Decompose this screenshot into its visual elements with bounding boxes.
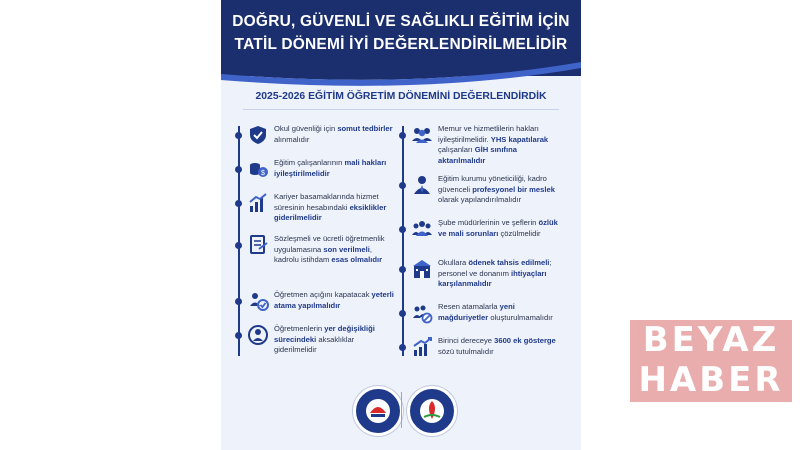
poster-subtitle: 2025-2026 EĞİTİM ÖĞRETİM DÖNEMİNİ DEĞERLENDİRDİK — [255, 91, 547, 102]
item-text — [438, 258, 562, 290]
item-text-highlight: GİH sınıfına aktarılmalıdır — [438, 145, 517, 165]
poster-title — [221, 10, 581, 56]
timeline-bullet — [235, 332, 242, 339]
bar-chart-icon — [247, 192, 269, 214]
item-text-highlight: profesyonel bir meslek — [472, 184, 555, 194]
egitim-bir-sen-logo — [407, 386, 457, 436]
item-text-highlight: somut tedbirler — [337, 124, 393, 133]
item-text-highlight: eksiklikler giderilmelidir — [274, 202, 387, 222]
item-text-segment: Resen atamalarla — [438, 302, 500, 311]
item-text-segment: Birinci dereceye — [438, 336, 495, 345]
item-text-highlight: mali hakları iyileştirilmelidir — [274, 158, 387, 178]
item-text-segment: sözü tutulmalıdır — [438, 346, 494, 356]
item-text — [274, 234, 398, 266]
relocation-icon — [247, 324, 269, 346]
item-text-segment: alınmalıdır — [274, 134, 310, 144]
manager-icon — [411, 174, 433, 196]
item-text — [274, 324, 398, 356]
item-text-segment: Öğretmen açığını kapatacak — [274, 290, 372, 299]
item-text-segment: çözülmelidir — [498, 228, 541, 238]
item-text-segment: Şube müdürlerinin ve şeflerin — [438, 218, 539, 227]
timeline-bullet — [235, 298, 242, 305]
item-text — [274, 158, 398, 179]
rising-chart-icon — [411, 336, 433, 358]
watermark-line-1: BEYAZ — [642, 320, 780, 360]
infographic-poster — [221, 0, 581, 450]
item-text-segment: Memur ve hizmetlilerin hakları iyileştirilmelidir. — [438, 124, 539, 144]
item-text — [438, 336, 562, 357]
item-text-highlight: özlük ve mali sorunları — [438, 218, 558, 238]
item-text-segment: çalışanları — [438, 145, 475, 154]
right-timeline-line — [402, 126, 404, 356]
item-text — [274, 290, 398, 311]
poster-title-line-2: TATİL DÖNEMİ İYİ DEĞERLENDİRİLMELİDİR — [234, 36, 568, 53]
money-coins-icon — [247, 158, 269, 180]
item-text-segment: Eğitim kurumu yöneticiliği, kadro güvenceli — [438, 174, 547, 194]
blocked-people-icon — [411, 302, 433, 324]
item-text-segment: Kariyer basamaklarında hizmet süresinin hesabındaki — [274, 192, 379, 212]
item-text-highlight: esas olmalıdır — [331, 255, 383, 264]
timeline-bullet — [235, 242, 242, 249]
subtitle-divider — [243, 109, 559, 110]
teacher-check-icon — [247, 290, 269, 312]
school-building-icon — [411, 258, 433, 280]
item-text-highlight: yeterli atama yapılmalıdır — [274, 290, 394, 310]
item-text-highlight: son verilmeli — [323, 244, 370, 254]
timeline-bullet — [235, 200, 242, 207]
item-text-highlight: yeni mağduriyetler — [438, 302, 515, 322]
timeline-bullet — [235, 132, 242, 139]
team-icon — [411, 218, 433, 240]
item-text-segment: Öğretmenlerin — [274, 324, 325, 333]
poster-title-line-1: DOĞRU, GÜVENLİ VE SAĞLIKLI EĞİTİM İÇİN — [232, 13, 570, 30]
timeline-bullet — [235, 166, 242, 173]
banner-curve-decoration — [221, 56, 581, 96]
item-text-segment: aksaklıklar giderilmelidir — [274, 334, 355, 354]
left-timeline-line — [238, 126, 240, 356]
item-text — [274, 192, 398, 224]
timeline-bullet — [399, 266, 406, 273]
timeline-bullet — [399, 226, 406, 233]
item-text-highlight: ihtiyaçları karşılanmalıdır — [438, 268, 547, 288]
item-text-segment: olarak yapılandırılmalıdır — [438, 195, 522, 204]
logo-separator — [401, 392, 402, 428]
timeline-bullet — [399, 182, 406, 189]
item-text-segment: Okul güvenliği için — [274, 124, 338, 133]
item-text — [438, 124, 562, 166]
item-text-segment: Sözleşmeli ve ücretli öğretmenlik uygulamasına — [274, 234, 385, 254]
svg-text:$: $ — [261, 170, 265, 177]
memur-sen-logo — [353, 386, 403, 436]
item-text-highlight: YHS kapatılarak — [490, 134, 549, 144]
beyaz-haber-watermark — [630, 320, 792, 402]
item-text-segment: oluşturulmamalıdır — [488, 312, 553, 322]
item-text — [274, 124, 398, 145]
item-text — [438, 218, 562, 239]
shield-icon — [247, 124, 269, 146]
timeline-bullet — [399, 132, 406, 139]
item-text — [438, 174, 562, 206]
contract-icon — [247, 234, 269, 256]
logo-strip — [221, 386, 581, 436]
item-text-highlight: ödenek tahsis edilmeli — [468, 258, 550, 267]
watermark-line-2: HABER — [638, 360, 784, 400]
staff-group-icon — [411, 124, 433, 146]
timeline-bullet — [399, 344, 406, 351]
item-text — [438, 302, 562, 323]
item-text-highlight: yer değişikliği sürecindeki — [274, 324, 375, 344]
item-text-segment: ; personel ve donanım — [438, 258, 552, 278]
item-text-segment: , kadrolu istihdam — [274, 244, 372, 264]
timeline-bullet — [399, 310, 406, 317]
item-text-segment: Eğitim çalışanlarının — [274, 158, 345, 167]
item-text-highlight: 3600 ek gösterge — [494, 336, 556, 345]
item-text-segment: Okullara — [438, 258, 469, 267]
